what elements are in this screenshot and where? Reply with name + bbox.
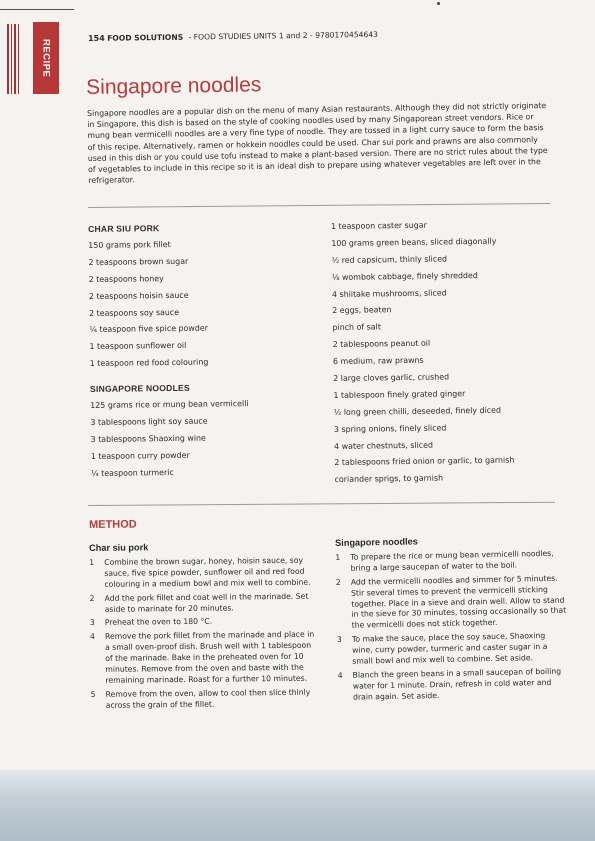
book-title: FOOD SOLUTIONS (107, 32, 184, 43)
ingredient-item: 2 teaspoons hoisin sauce (88, 290, 189, 301)
method-step (90, 630, 316, 687)
ingredient-item: 3 tablespoons light soy sauce (90, 416, 208, 428)
ingredient-item: 2 teaspoons honey (88, 273, 164, 284)
ingredient-item: 100 grams green beans, sliced diagonally (331, 236, 497, 248)
ingredient-item: 2 large cloves garlic, crushed (333, 372, 450, 383)
ingredient-item: 1 tablespoon finely grated ginger (333, 389, 466, 400)
noodles-steps (335, 548, 568, 703)
ingredient-item: ½ long green chilli, deseeded, finely diced (333, 405, 502, 417)
scan-shadow (0, 770, 595, 841)
ingredient-item: 4 shiitake mushrooms, sliced (331, 287, 447, 299)
method-step (337, 631, 568, 668)
ingredient-item: 4 water chestnuts, sliced (334, 440, 434, 451)
ingredient-item: 6 medium, raw prawns (332, 355, 424, 367)
ingredient-item: 2 teaspoons brown sugar (88, 256, 189, 267)
method-step (90, 591, 315, 615)
running-header (88, 30, 378, 43)
noodles-ingredients-heading: SINGAPORE NOODLES (89, 382, 190, 395)
step-number: 1 (89, 557, 95, 567)
method-noodles-column (335, 534, 568, 707)
ingredient-item: 150 grams pork fillet (88, 239, 171, 250)
step-text: Combine the brown sugar, honey, hoisin sauce, soy sauce, five spice powder, sunflower oil and red food colouring in a medium bowl and mix well to combine. (104, 555, 311, 589)
speck-mark (437, 2, 440, 5)
noodles-ingredient-list (90, 397, 316, 484)
char-siu-ingredients-heading: CHAR SIU PORK (88, 223, 160, 234)
ingredients-left-column (88, 221, 316, 484)
step-text: To prepare the rice or mung bean vermicelli noodles, bring a large saucepan of water to the boil. (350, 548, 554, 573)
ingredient-item: 1 teaspoon curry powder (90, 450, 190, 461)
margin-lines (7, 24, 19, 94)
ingredient-item: pinch of salt (332, 322, 381, 333)
ingredient-item: 2 tablespoons peanut oil (332, 338, 431, 350)
noodles-method-heading: Singapore noodles (335, 536, 418, 548)
ingredient-item: ⅛ wombok cabbage, finely shredded (331, 270, 478, 282)
ingredient-item: 3 spring onions, finely sliced (333, 423, 447, 434)
step-number: 4 (89, 632, 95, 642)
method-heading: METHOD (89, 518, 137, 531)
ingredient-item: ½ red capsicum, thinly sliced (331, 254, 448, 265)
recipe-tab-label: RECIPE (40, 38, 52, 78)
recipe-title: Singapore noodles (86, 73, 262, 99)
method-step (336, 573, 567, 632)
ingredient-item: 125 grams rice or mung bean vermicelli (90, 399, 249, 411)
book-subtitle: - FOOD STUDIES UNITS 1 and 2 - 9780170454643 (188, 29, 379, 42)
step-text: Remove the pork fillet from the marinade and place in a small oven-proof dish. Brush well with 1 tablespoon of the marinade. Bake in the preheated oven for 10 minutes. Remove from the oven and baste with the remaining marinade. Roast for a further 10 minutes. (104, 629, 315, 685)
step-text: Preheat the oven to 180 °C. (104, 617, 213, 628)
step-text: Add the vermicelli noodles and simmer for 5 minutes. Stir several times to prevent the vermicelli sticking together. Place in a sieve and drain well. Allow to stand in the sieve for 30 minutes, tossing occasionally so that the vermicelli does not stick together. (350, 573, 567, 631)
ingredient-item: 2 tablespoons fried onion or garlic, to garnish (334, 455, 515, 468)
ingredient-item: 1 teaspoon red food colouring (89, 357, 209, 369)
ingredient-item: 2 teaspoons soy sauce (89, 307, 180, 318)
method-step (335, 548, 565, 574)
method-step (90, 616, 315, 629)
recipe-intro: Singapore noodles are a popular dish on the menu of many Asian restaurants. Although they did not strictly originate in Singapore, this dish is based on the style of cooking noodles used by many Singaporean street vendors. Rice or mung bean vermicelli noodles are a very fine type of noodle. They are tossed in a light curry sauce to form the basis of this recipe. Alternatively, ramen or hokkein noodles could be used. Char sui pork and prawns are also commonly used in this dish or you could use tofu instead to make a plant-based version. There are no strict rules about the type of vegetables to include in this recipe so it is an ideal dish to prepare using whatever vegetables are left over in the refrigerator. (87, 100, 548, 186)
step-text: Add the pork fillet and coat well in the marinade. Set aside to marinate for 20 minutes. (104, 591, 309, 614)
section-divider (88, 203, 550, 208)
page-number: 154 (88, 33, 105, 43)
step-text: To make the sauce, place the soy sauce, Shaoxing wine, curry powder, turmeric and caster sugar in a small bowl and mix well to combine. Set aside. (351, 631, 548, 666)
recipe-tab (33, 22, 59, 94)
ingredient-item: 1 teaspoon caster sugar (331, 220, 427, 231)
ingredient-item: coriander sprigs, to garnish (334, 473, 444, 485)
noodles-ingredient-list-continued (331, 218, 570, 492)
top-rule (0, 9, 74, 10)
section-divider (88, 502, 555, 506)
char-siu-steps (89, 556, 316, 712)
step-number: 2 (89, 593, 95, 603)
ingredient-item: 3 tablespoons Shaoxing wine (90, 433, 206, 444)
step-number: 3 (89, 618, 95, 628)
ingredient-item: ¼ teaspoon turmeric (90, 467, 174, 478)
ingredients-right-column (331, 218, 570, 492)
char-siu-ingredient-list (88, 237, 315, 375)
step-number: 4 (337, 670, 343, 680)
method-char-siu-column (89, 541, 316, 715)
step-number: 3 (336, 635, 342, 645)
method-step (338, 667, 569, 704)
ingredient-item: ¼ teaspoon five spice powder (89, 323, 208, 335)
char-siu-method-heading: Char siu pork (89, 542, 149, 553)
step-text: Remove from the oven, allow to cool then slice thinly across the grain of the fillet. (105, 687, 311, 710)
method-step (91, 688, 316, 712)
ingredient-item: 1 teaspoon sunflower oil (89, 341, 187, 352)
step-number: 2 (335, 577, 341, 587)
step-number: 5 (90, 689, 96, 699)
step-number: 1 (335, 552, 341, 562)
method-step (89, 556, 314, 591)
step-text: Blanch the green beans in a small saucepan of boiling water for 1 minute. Drain, refresh in cold water and drain again. Set aside. (352, 666, 562, 702)
ingredient-item: 2 eggs, beaten (332, 305, 392, 316)
